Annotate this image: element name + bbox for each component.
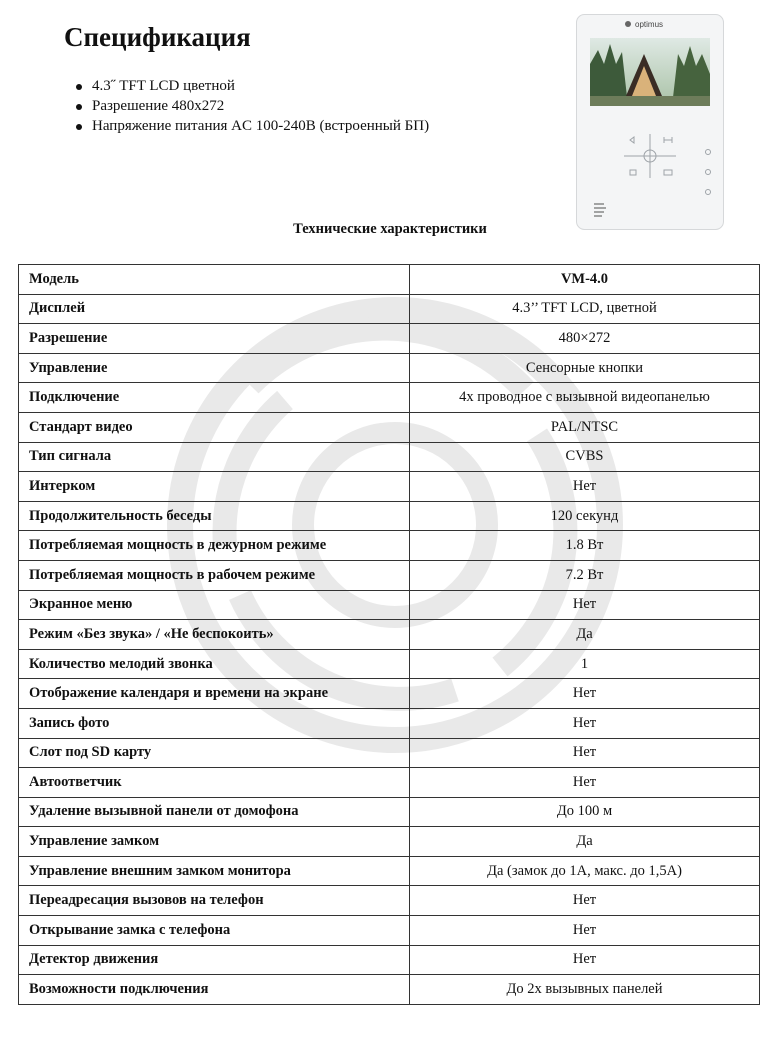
- table-row: [19, 768, 760, 798]
- param-name: Управление внешним замком монитора: [19, 856, 410, 886]
- param-value: VM-4.0: [410, 265, 760, 295]
- param-name: Удаление вызывной панели от домофона: [19, 797, 410, 827]
- table-header-row: [19, 265, 760, 295]
- param-value: Нет: [410, 738, 760, 768]
- table-row: [19, 294, 760, 324]
- param-name: Тип сигнала: [19, 442, 410, 472]
- param-value: Нет: [410, 590, 760, 620]
- table-row: [19, 856, 760, 886]
- page-title: Спецификация: [64, 22, 251, 52]
- param-value: Нет: [410, 886, 760, 916]
- table-row: [19, 827, 760, 857]
- table-row: [19, 975, 760, 1005]
- param-name: Открывание замка с телефона: [19, 916, 410, 946]
- table-row: [19, 797, 760, 827]
- param-name: Модель: [19, 265, 410, 295]
- feature-item: Напряжение питания AC 100-240В (встроенный БП): [75, 116, 429, 136]
- param-name: Интерком: [19, 472, 410, 502]
- param-value: Нет: [410, 768, 760, 798]
- param-value: Да: [410, 827, 760, 857]
- param-name: Разрешение: [19, 324, 410, 354]
- param-value: 4х проводное с вызывной видеопанелью: [410, 383, 760, 413]
- table-row: [19, 501, 760, 531]
- param-value: Да (замок до 1А, макс. до 1,5А): [410, 856, 760, 886]
- table-row: [19, 738, 760, 768]
- feature-item: 4.3˝ TFT LCD цветной: [75, 76, 429, 96]
- feature-list: [75, 76, 429, 136]
- product-image: [576, 14, 724, 230]
- param-value: Нет: [410, 472, 760, 502]
- param-value: 4.3’’ TFT LCD, цветной: [410, 294, 760, 324]
- monitor-screen: [590, 38, 710, 106]
- param-name: Отображение календаря и времени на экране: [19, 679, 410, 709]
- param-value: 1.8 Вт: [410, 531, 760, 561]
- table-row: [19, 560, 760, 590]
- param-name: Возможности подключения: [19, 975, 410, 1005]
- table-row: [19, 531, 760, 561]
- param-value: 120 секунд: [410, 501, 760, 531]
- param-value: Да: [410, 620, 760, 650]
- param-name: Режим «Без звука» / «Не беспокоить»: [19, 620, 410, 650]
- feature-item: Разрешение 480x272: [75, 96, 429, 116]
- param-name: Автоответчик: [19, 768, 410, 798]
- table-row: [19, 620, 760, 650]
- param-name: Подключение: [19, 383, 410, 413]
- table-row: [19, 442, 760, 472]
- table-row: [19, 649, 760, 679]
- param-value: Нет: [410, 708, 760, 738]
- param-value: До 100 м: [410, 797, 760, 827]
- param-value: До 2х вызывных панелей: [410, 975, 760, 1005]
- param-value: 480×272: [410, 324, 760, 354]
- table-row: [19, 472, 760, 502]
- specs-table: [18, 264, 760, 1005]
- param-value: 7.2 Вт: [410, 560, 760, 590]
- table-row: [19, 945, 760, 975]
- param-name: Переадресация вызовов на телефон: [19, 886, 410, 916]
- table-row: [19, 590, 760, 620]
- brand-name: optimus: [635, 20, 664, 29]
- param-value: 1: [410, 649, 760, 679]
- param-name: Потребляемая мощность в рабочем режиме: [19, 560, 410, 590]
- param-value: Нет: [410, 679, 760, 709]
- table-row: [19, 708, 760, 738]
- param-name: Дисплей: [19, 294, 410, 324]
- param-name: Запись фото: [19, 708, 410, 738]
- table-row: [19, 324, 760, 354]
- param-name: Слот под SD карту: [19, 738, 410, 768]
- section-heading: Технические характеристики: [293, 221, 487, 237]
- param-value: Сенсорные кнопки: [410, 353, 760, 383]
- param-name: Управление замком: [19, 827, 410, 857]
- table-row: [19, 383, 760, 413]
- param-value: Нет: [410, 945, 760, 975]
- param-name: Продолжительность беседы: [19, 501, 410, 531]
- param-name: Управление: [19, 353, 410, 383]
- param-value: CVBS: [410, 442, 760, 472]
- param-name: Количество мелодий звонка: [19, 649, 410, 679]
- brand-logo-icon: [625, 21, 631, 27]
- param-value: PAL/NTSC: [410, 412, 760, 442]
- param-name: Потребляемая мощность в дежурном режиме: [19, 531, 410, 561]
- table-row: [19, 886, 760, 916]
- param-value: Нет: [410, 916, 760, 946]
- param-name: Детектор движения: [19, 945, 410, 975]
- table-row: [19, 679, 760, 709]
- table-row: [19, 412, 760, 442]
- table-row: [19, 916, 760, 946]
- param-name: Стандарт видео: [19, 412, 410, 442]
- param-name: Экранное меню: [19, 590, 410, 620]
- table-row: [19, 353, 760, 383]
